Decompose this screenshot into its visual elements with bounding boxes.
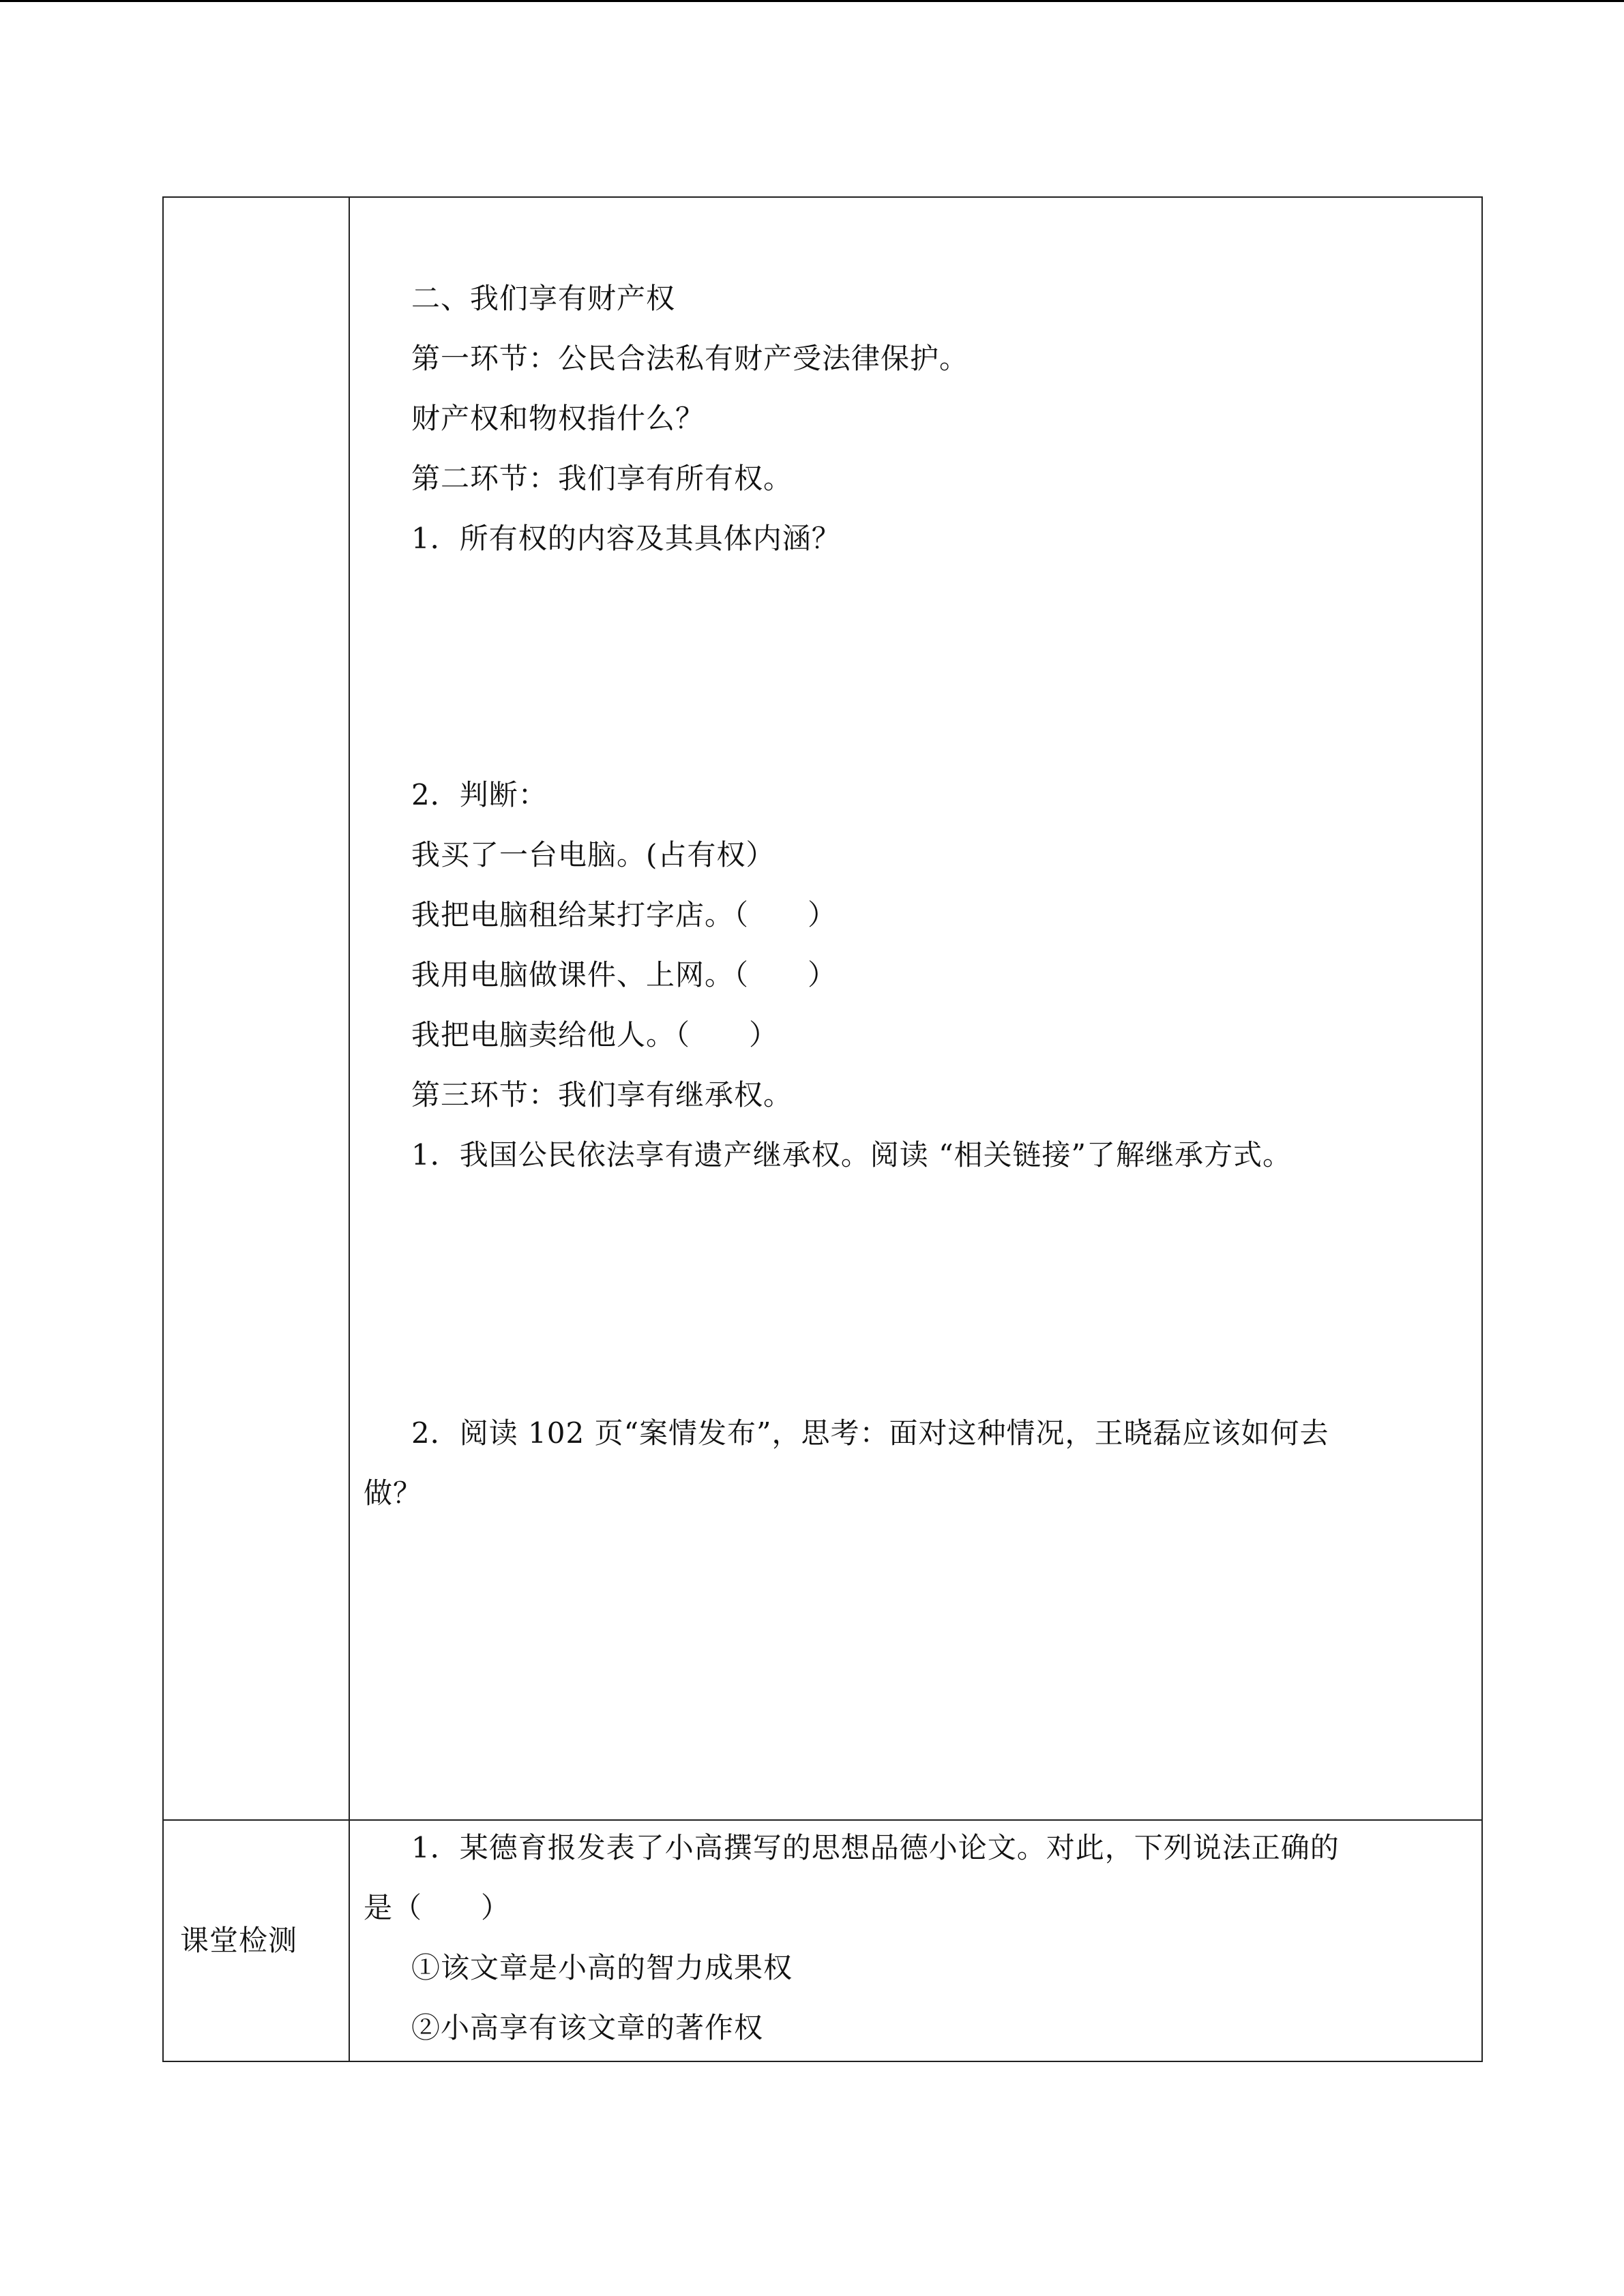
check-content-cell xyxy=(349,1820,1482,2061)
stage-three-text: 第三环节：我们享有继承权。 xyxy=(411,1078,793,1112)
check-option-1: ①该文章是小高的智力成果权 xyxy=(411,1951,793,1984)
stage-two-text: 第二环节：我们享有所有权。 xyxy=(411,462,793,495)
question-inheritance: 1．我国公民依法享有遗产继承权。阅读 “相关链接”了解继承方式。 xyxy=(411,1138,1293,1172)
judge-item: 我买了一台电脑。(占有权） xyxy=(411,838,776,871)
page-top-border xyxy=(0,0,1624,2)
judge-item: 我把电脑卖给他人。（ ） xyxy=(411,1018,779,1052)
judge-item: 我把电脑租给某打字店。（ ） xyxy=(411,898,838,931)
check-question-line-2: 是（ ） xyxy=(364,1891,511,1924)
stage-one-text: 第一环节：公民合法私有财产受法律保护。 xyxy=(411,342,969,375)
section-content-cell xyxy=(349,197,1482,1820)
question-ownership: 1．所有权的内容及其具体内涵？ xyxy=(411,522,841,555)
judge-title: 2．判断： xyxy=(411,778,548,811)
table-row xyxy=(163,1820,1482,2061)
section-label-cell xyxy=(163,197,349,1820)
table-row xyxy=(163,197,1482,1820)
check-label: 课堂检测 xyxy=(180,1924,298,1957)
check-label-cell xyxy=(163,1820,349,2061)
question-case-line-2: 做？ xyxy=(364,1476,423,1510)
check-question-line-1: 1．某德育报发表了小高撰写的思想品德小论文。对此，下列说法正确的 xyxy=(411,1831,1340,1864)
lesson-table xyxy=(162,196,1483,2062)
check-option-2: ②小高享有该文章的著作权 xyxy=(411,2011,764,2044)
question-case-line-1: 2．阅读 102 页“案情发布”，思考：面对这种情况，王晓磊应该如何去 xyxy=(411,1416,1329,1450)
section-heading: 二、我们享有财产权 xyxy=(411,282,676,315)
question-property: 财产权和物权指什么？ xyxy=(411,402,705,435)
judge-item: 我用电脑做课件、上网。（ ） xyxy=(411,958,838,992)
